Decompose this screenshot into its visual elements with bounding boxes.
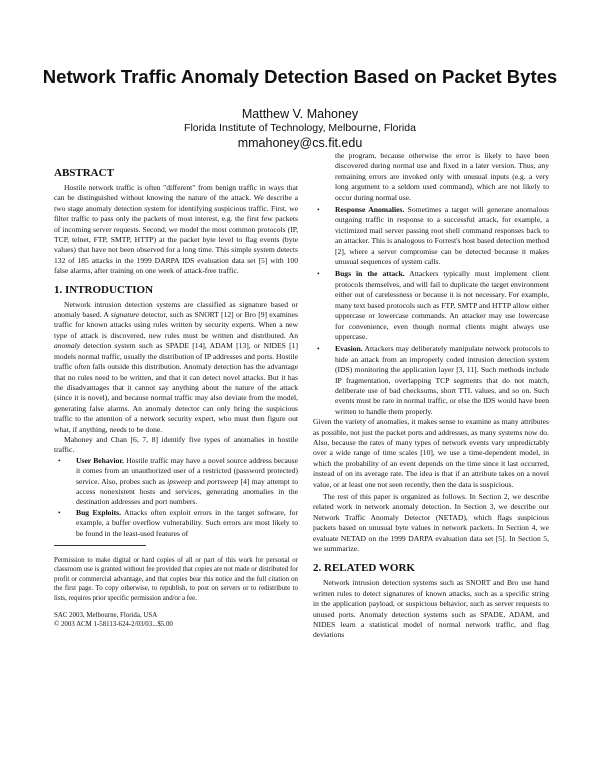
- right-column: [313, 151, 549, 761]
- organization-paragraph: The rest of this paper is organized as follows. In Section 2, we describe related work in network anomaly detection. In Section 3, we describe our Network Traffic Anomaly Detector (NETAD), which flags suspicious packets based on unusual byte values in network packets. In Section 4, we evaluate NETAD on the 1999 DARPA evaluation data set [5]. In Section 5, we summarize.: [313, 492, 549, 554]
- list-item-continued: the program, because otherwise the error is likely to have been discovered during normal use and fixed in a later version. Thus, any remaining errors are invoked only with unusual inputs (e.g. a very long argument to a seldom used command), which are not likely to occur during normal use.: [335, 151, 549, 202]
- copyright-line: © 2003 ACM 1-58113-624-2/03/03...$5.00: [54, 621, 173, 629]
- author-affiliation: Florida Institute of Technology, Melbourne, Florida: [184, 122, 416, 134]
- list-item: • Bugs in the attack. Attackers typically must implement client protocols themselves, and will fail to duplicate the target environment either out of carelessness or because it is not necessary. For example, many text based protocols such as FTP, SMTP and HTTP allow either uppercase or lowercase commands. An attacker may use lowercase for convenience, even though normal clients might always use uppercase.: [317, 269, 549, 341]
- anomaly-type-list: [54, 456, 298, 539]
- footnote-divider: [54, 545, 146, 546]
- bullet-icon: •: [58, 455, 61, 465]
- list-item: • User Behavior. Hostile traffic may have a novel source address because it comes from an unauthorized user of a restricted (password protected) service. Also, probes such as ipsweep and portsweep [4] may attempt to access nonexistent hosts and services, generating anomalies in the destination addresses and port numbers.: [58, 455, 298, 507]
- intro-paragraph-2: Mahoney and Chan [6, 7, 8] identify five types of anomalies in hostile traffic.: [54, 434, 298, 455]
- anomaly-type-list-continued: [313, 151, 549, 417]
- left-column: [54, 163, 298, 753]
- list-item: • Bug Exploits. Attacks often exploit errors in the target software, for example, a buffer overflow vulnerability. Such errors are most likely to be found in the least-used features of: [58, 507, 299, 538]
- list-item: • Evasion. Attackers may deliberately manipulate network protocols to hide an attack from an improperly coded intrusion detection system (IDS) monitoring the application layer [3, 11]. Such methods include IP fragmentation, overlapping TCP segments that do not match, deliberate use of bad checksums, short TTL values, and so on. Such events must be rare in normal traffic, or else the IDS would have been written to handle them properly.: [317, 344, 549, 416]
- copyright-block: [54, 611, 298, 629]
- related-work-paragraph: Network intrusion detection systems such as SNORT and Bro use hand written rules to detect signatures of known attacks, such as a specific string in the application payload, or suspicious behavior, such as server requests to unused ports. Anomaly detection systems such as SPADE, ADAM, and NIDES learn a statistical model of normal network traffic, and flag deviations: [313, 578, 549, 640]
- list-item: • Response Anomalies. Sometimes a target will generate anomalous outgoing traffic in response to a successful attack, for example, a victimized mail server passing root shell command responses back to an attacker. This is analogous to Forrest's host based detection method [2], where a server compromise can be detected because it makes unusual sequences of system calls.: [317, 205, 549, 267]
- permission-notice: Permission to make digital or hard copies of all or part of this work for personal or classroom use is granted without fee provided that copies are not made or distributed for profit or commercial advantage, and that copies bear this notice and the full citation on the first page. To copy otherwise, to republish, to post on servers or to redistribute to lists, requires prior specific permission and/or a fee.: [54, 557, 298, 602]
- variety-paragraph: Given the variety of anomalies, it makes sense to examine as many attributes as possible, not just the packet ports and addresses, as many systems now do. Also, because the rates of many types of network events vary unpredictably over a wide range of time scales [10], we use a time-dependent model, in which the probability of an event depends on the time since it last occurred, instead of on its average rate. The idea is that if an attribute takes on a novel value, or at least one not seen recently, then the data is suspicious.: [313, 417, 549, 489]
- intro-heading: 1. INTRODUCTION: [54, 283, 154, 296]
- bullet-icon: •: [317, 205, 320, 215]
- related-work-heading: 2. RELATED WORK: [313, 562, 415, 575]
- intro-paragraph-1: Network intrusion detection systems are classified as signature based or anomaly based. A signature detector, such as SNORT [12] or Bro [9] examines traffic for known attacks using rules written by security experts. When a new type of attack is discovered, new rules must be written and distributed. An anomaly detection system such as SPADE [14], ADAM [13], or NIDES [1] models normal traffic, usually the distribution of IP addresses and ports. Hostile traffic often falls outside this distribution. Anomaly detection has the advantage that no rules need to be written, and that it can detect novel attacks. But it has the disadvantages that it cannot say anything about the nature of the attack (since it is novel), and because normal traffic may also deviate from the model, generating false alarms. An anomaly detector can only bring the suspicious traffic to the attention of a network security expert, who must then figure out what, if anything, needs to be done.: [54, 299, 298, 434]
- abstract-text: Hostile network traffic is often "different" from benign traffic in ways that can be distinguished without knowing the nature of the attack. We describe a two stage anomaly detection system for identifying suspicious traffic. First, we filter traffic to pass only the packets of most interest, e.g. the first few packets of incoming server requests. Second, we model the most common protocols (IP, TCP, telnet, FTP, SMTP, HTTP) at the packet byte level to flag events (byte values) that have not been observed for a long time. This simple system detects 132 of 185 attacks in the 1999 DARPA IDS evaluation data set [5] with 100 false alarms, after training on one week of attack-free traffic.: [54, 183, 298, 276]
- author-email: mmahoney@cs.fit.edu: [237, 136, 363, 150]
- abstract-heading: ABSTRACT: [54, 167, 114, 179]
- paper-title: Network Traffic Anomaly Detection Based on Packet Bytes: [42, 66, 558, 87]
- bullet-icon: •: [317, 269, 320, 279]
- bullet-icon: •: [317, 344, 320, 354]
- paper-header: [0, 66, 600, 150]
- author-name: Matthew V. Mahoney: [241, 107, 359, 121]
- bullet-icon: •: [58, 507, 61, 517]
- venue-line: SAC 2003, Melbourne, Florida, USA: [54, 612, 158, 620]
